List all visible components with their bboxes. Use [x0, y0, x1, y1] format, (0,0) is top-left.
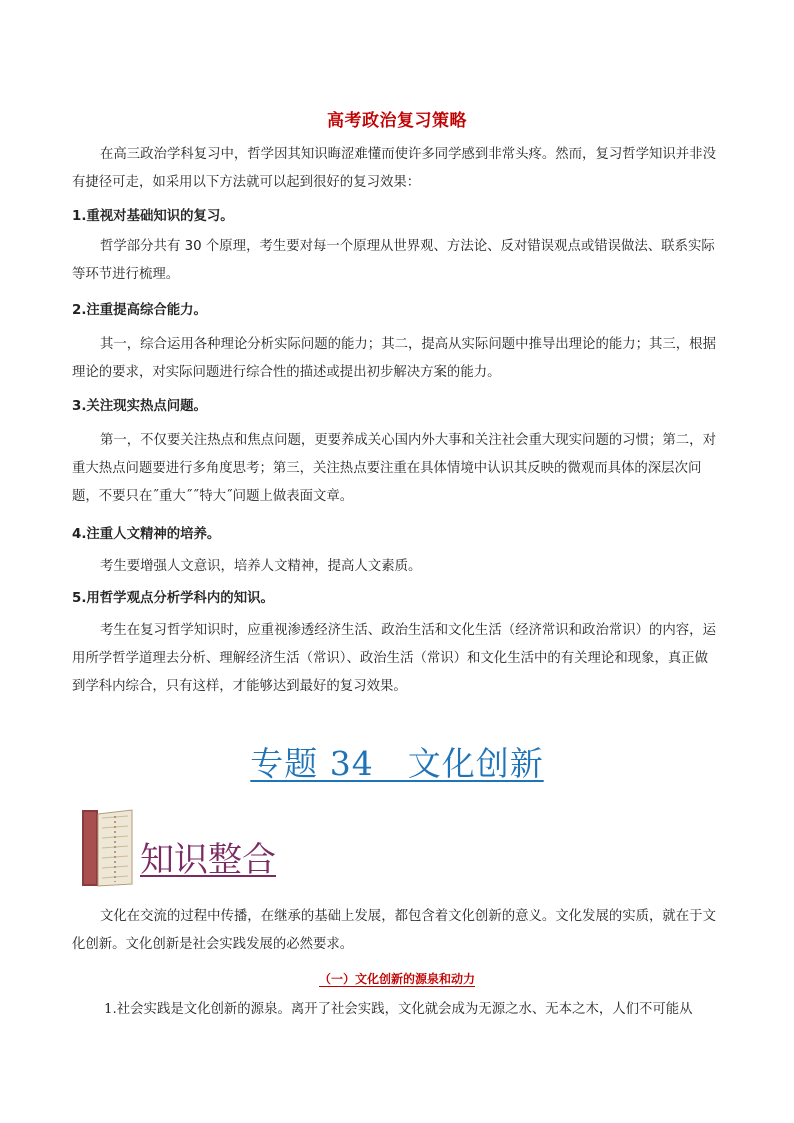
section-3-body: 第一，不仅要关注热点和焦点问题，更要养成关心国内外大事和关注社会重大现实问题的习惯；第二，对重大热点问题要进行多角度思考；第三，关注热点要注重在具体情境中认识其反映的微观而具体的深层次问题，不要只在˝重大˝˝特大˝问题上做表面文章。	[72, 433, 716, 504]
section-5-heading: 5.用哲学观点分析学科内的知识。	[72, 591, 274, 606]
section-4-heading: 4.注重人文精神的培养。	[72, 527, 221, 542]
section-1-body: 哲学部分共有 30 个原理，考生要对每一个原理从世界观、方法论、反对错误观点或错误做法、联系实际等环节进行梳理。	[72, 239, 715, 282]
intro-paragraph: 在高三政治学科复习中，哲学因其知识晦涩难懂而使许多同学感到非常头疼。然而，复习哲学知识并非没有捷径可走，如采用以下方法就可以起到很好的复习效果：	[72, 147, 716, 190]
topic-title: 专题 34 文化创新	[250, 744, 544, 783]
section-2-body: 其一，综合运用各种理论分析实际问题的能力；其二，提高从实际问题中推导出理论的能力；其三，根据理论的要求，对实际问题进行综合性的描述或提出初步解决方案的能力。	[72, 337, 716, 380]
knowledge-section-title: 知识整合	[140, 840, 276, 880]
section-5-body: 考生在复习哲学知识时，应重视渗透经济生活、政治生活和文化生活（经济常识和政治常识）的内容，运用所学哲学道理去分析、理解经济生活（常识）、政治生活（常识）和文化生活中的有关理论和现象，真正做到学科内综合，只有这样，才能够达到最好的复习效果。	[72, 623, 716, 694]
section-4-body: 考生要增强人文意识，培养人文精神，提高人文素质。	[100, 559, 422, 574]
knowledge-subheading: （一）文化创新的源泉和动力	[318, 972, 475, 986]
page-title: 高考政治复习策略	[327, 111, 467, 131]
section-1-heading: 1.重视对基础知识的复习。	[72, 209, 234, 224]
section-3-heading: 3.关注现实热点问题。	[72, 399, 207, 414]
section-2-heading: 2.注重提高综合能力。	[72, 303, 207, 318]
knowledge-point-1: 1.社会实践是文化创新的源泉。离开了社会实践，文化就会成为无源之水、无本之木，人们不可能从	[104, 1002, 693, 1017]
knowledge-intro: 文化在交流的过程中传播，在继承的基础上发展，都包含着文化创新的意义。文化发展的实质，就在于文化创新。文化创新是社会实践发展的必然要求。	[72, 909, 716, 952]
book-icon	[80, 808, 136, 888]
topic-title-wrapper	[0, 738, 794, 785]
